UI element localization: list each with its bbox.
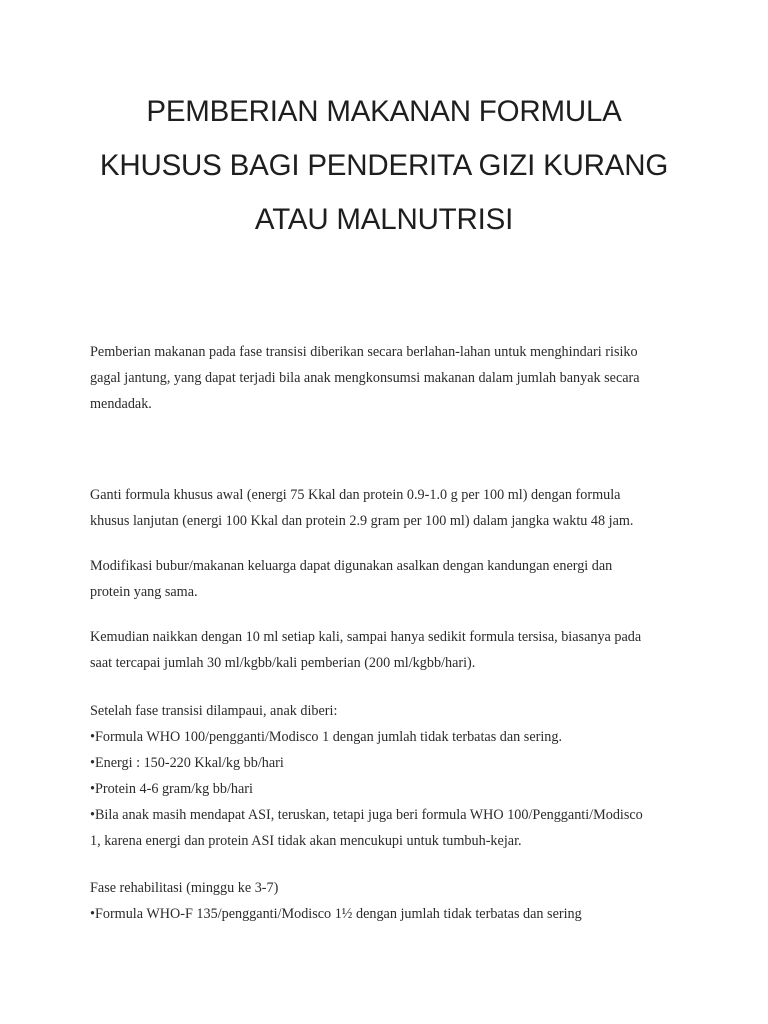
paragraph-line: mendadak. <box>90 396 152 412</box>
paragraph-line: Setelah fase transisi dilampaui, anak diberi: <box>90 703 338 719</box>
paragraph-increase <box>90 624 690 676</box>
bullet-item: •Energi : 150-220 Kkal/kg bb/hari <box>90 755 284 771</box>
paragraph-line: Fase rehabilitasi (minggu ke 3-7) <box>90 880 279 896</box>
bullet-item-continuation: 1, karena energi dan protein ASI tidak akan mencukupi untuk tumbuh-kejar. <box>90 833 522 849</box>
paragraph-after-transition <box>90 698 690 854</box>
paragraph-line: Modifikasi bubur/makanan keluarga dapat digunakan asalkan dengan kandungan energi dan <box>90 558 613 574</box>
bullet-item: •Protein 4-6 gram/kg bb/hari <box>90 781 253 797</box>
paragraph-line: khusus lanjutan (energi 100 Kkal dan protein 2.9 gram per 100 ml) dalam jangka waktu 48 jam. <box>90 513 634 529</box>
paragraph-line: Kemudian naikkan dengan 10 ml setiap kali, sampai hanya sedikit formula tersisa, biasanya pada <box>90 629 642 645</box>
paragraph-rehabilitation <box>90 875 690 927</box>
bullet-item: •Formula WHO 100/pengganti/Modisco 1 dengan jumlah tidak terbatas dan sering. <box>90 729 563 745</box>
title-line: ATAU MALNUTRISI <box>254 203 514 236</box>
paragraph-modification <box>90 553 690 605</box>
bullet-item: •Formula WHO-F 135/pengganti/Modisco 1½ dengan jumlah tidak terbatas dan sering <box>90 906 582 922</box>
paragraph-line: gagal jantung, yang dapat terjadi bila anak mengkonsumsi makanan dalam jumlah banyak secara <box>90 370 640 386</box>
paragraph-line: Pemberian makanan pada fase transisi diberikan secara berlahan-lahan untuk menghindari risiko <box>90 344 638 360</box>
bullet-item: •Bila anak masih mendapat ASI, teruskan, tetapi juga beri formula WHO 100/Pengganti/Modisco <box>90 807 643 823</box>
paragraph-line: Ganti formula khusus awal (energi 75 Kkal dan protein 0.9-1.0 g per 100 ml) dengan formula <box>90 487 621 503</box>
title-line: PEMBERIAN MAKANAN FORMULA <box>146 95 622 128</box>
paragraph-transition-intro <box>90 339 690 417</box>
paragraph-line: saat tercapai jumlah 30 ml/kgbb/kali pemberian (200 ml/kgbb/hari). <box>90 655 476 671</box>
title-line: KHUSUS BAGI PENDERITA GIZI KURANG <box>99 149 669 182</box>
paragraph-line: protein yang sama. <box>90 584 198 600</box>
document-title <box>60 85 708 247</box>
paragraph-formula-switch <box>90 482 690 534</box>
